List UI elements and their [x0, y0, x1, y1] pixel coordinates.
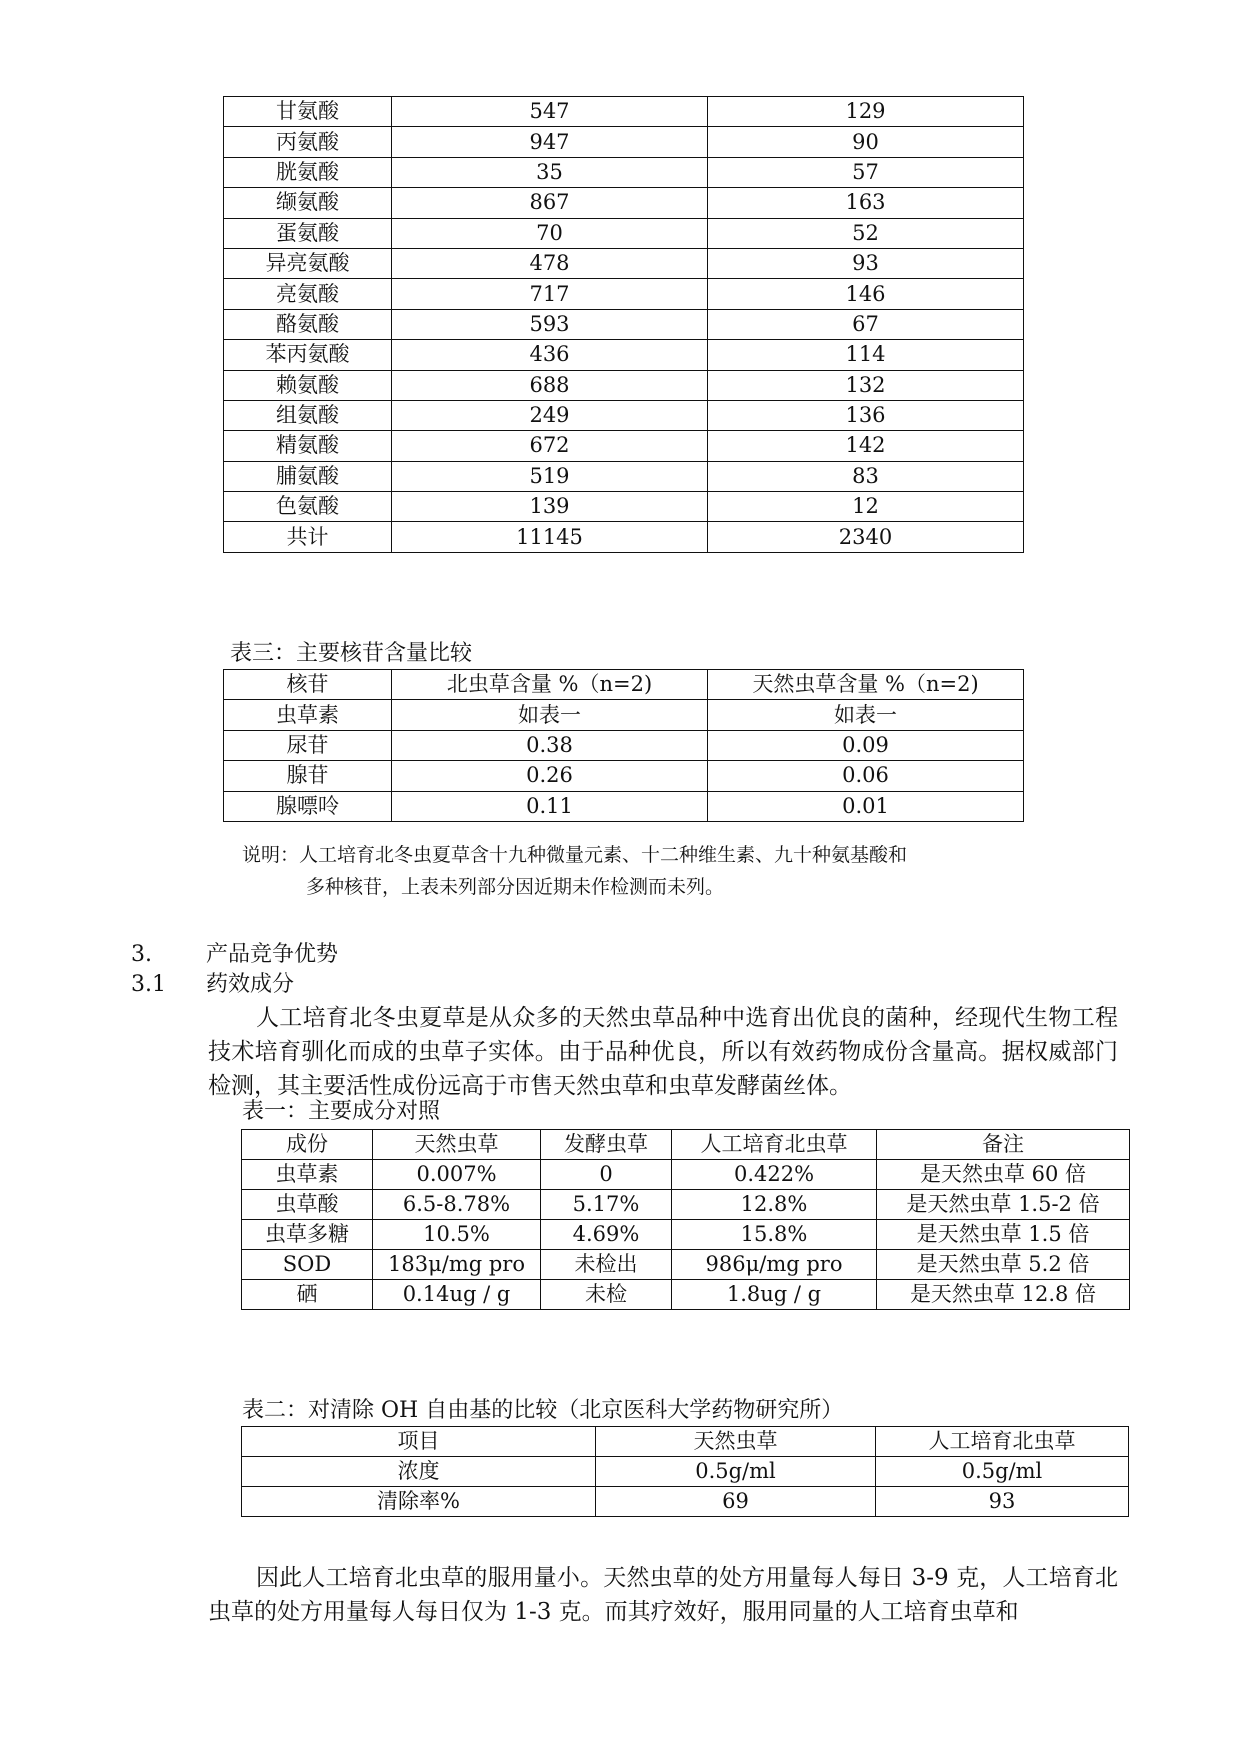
table-header-row — [242, 1427, 1129, 1457]
table-cell: 脯氨酸 — [224, 461, 392, 491]
table-row — [224, 492, 1024, 522]
table-cell: 腺苷 — [224, 761, 392, 791]
table-cell: 浓度 — [242, 1457, 596, 1487]
table-cell: 2340 — [708, 522, 1024, 552]
table-cell: 0.11 — [392, 791, 708, 821]
table-cell: 是天然虫草 1.5 倍 — [877, 1220, 1130, 1250]
nucleoside-table-caption: 表三：主要核苷含量比较 — [230, 641, 473, 666]
table-cell: 0.38 — [392, 730, 708, 760]
table-cell: 867 — [392, 188, 708, 218]
table-cell: 136 — [708, 400, 1024, 430]
table-cell: 是天然虫草 12.8 倍 — [877, 1280, 1130, 1310]
table-row — [224, 431, 1024, 461]
header-cell: 核苷 — [224, 670, 392, 700]
table-cell: 146 — [708, 279, 1024, 309]
table-cell: 精氨酸 — [224, 431, 392, 461]
table-cell: 142 — [708, 431, 1024, 461]
header-cell: 天然虫草 — [596, 1427, 876, 1457]
table-cell: 1.8ug / g — [672, 1280, 877, 1310]
table-cell: 6.5-8.78% — [373, 1190, 541, 1220]
table-cell: 0.09 — [708, 730, 1024, 760]
table-cell: 132 — [708, 370, 1024, 400]
table-cell: 是天然虫草 5.2 倍 — [877, 1250, 1130, 1280]
table-cell: 139 — [392, 492, 708, 522]
section-3-1-title: 药效成分 — [206, 972, 295, 997]
table-cell: 114 — [708, 340, 1024, 370]
table-cell: 虫草酸 — [242, 1190, 373, 1220]
section-3-number: 3. — [131, 942, 152, 967]
table-cell: 蛋氨酸 — [224, 218, 392, 248]
table-row — [224, 127, 1024, 157]
table-row — [224, 218, 1024, 248]
table-cell: 93 — [876, 1487, 1129, 1517]
table-cell: 0.5g/ml — [876, 1457, 1129, 1487]
table-row — [224, 340, 1024, 370]
header-cell: 成份 — [242, 1130, 373, 1160]
table-cell: 69 — [596, 1487, 876, 1517]
table-cell: 0.422% — [672, 1160, 877, 1190]
table-row — [224, 188, 1024, 218]
table-row — [242, 1280, 1130, 1310]
table-cell: 丙氨酸 — [224, 127, 392, 157]
header-cell: 人工培育北虫草 — [876, 1427, 1129, 1457]
table-cell: 436 — [392, 340, 708, 370]
nucleoside-note-line1: 说明：人工培育北冬虫夏草含十九种微量元素、十二种维生素、九十种氨基酸和 — [242, 844, 908, 866]
table-row — [224, 791, 1024, 821]
table-cell: 593 — [392, 309, 708, 339]
table-cell: 色氨酸 — [224, 492, 392, 522]
table-cell: 688 — [392, 370, 708, 400]
table-cell: 70 — [392, 218, 708, 248]
table-cell: 947 — [392, 127, 708, 157]
table-cell: 986μ/mg pro — [672, 1250, 877, 1280]
table-cell: 0.5g/ml — [596, 1457, 876, 1487]
header-cell: 人工培育北虫草 — [672, 1130, 877, 1160]
table-cell: 35 — [392, 157, 708, 187]
table-cell: 组氨酸 — [224, 400, 392, 430]
table-cell: 15.8% — [672, 1220, 877, 1250]
table-header-row — [224, 670, 1024, 700]
table-cell: 异亮氨酸 — [224, 248, 392, 278]
table-row — [224, 279, 1024, 309]
table-cell: 共计 — [224, 522, 392, 552]
table-cell: 0.007% — [373, 1160, 541, 1190]
table-cell: 清除率% — [242, 1487, 596, 1517]
table-cell: 52 — [708, 218, 1024, 248]
table-cell: 腺嘌呤 — [224, 791, 392, 821]
section-3-title: 产品竞争优势 — [206, 942, 339, 967]
table-cell: 129 — [708, 97, 1024, 127]
table-cell: 547 — [392, 97, 708, 127]
table-cell: 苯丙氨酸 — [224, 340, 392, 370]
table-cell: 90 — [708, 127, 1024, 157]
table-row — [242, 1487, 1129, 1517]
table-row — [224, 97, 1024, 127]
table-cell: 249 — [392, 400, 708, 430]
table-cell: 尿苷 — [224, 730, 392, 760]
nucleoside-table — [223, 669, 1024, 822]
table-cell: 如表一 — [708, 700, 1024, 730]
table-cell: 478 — [392, 248, 708, 278]
table-cell: 0.06 — [708, 761, 1024, 791]
table-cell: 虫草多糖 — [242, 1220, 373, 1250]
table-row — [224, 761, 1024, 791]
dosage-paragraph: 因此人工培育北虫草的服用量小。天然虫草的处方用量每人每日 3-9 克，人工培育北虫草的处方用量每人每日仅为 1-3 克。而其疗效好，服用同量的人工培育虫草和 — [208, 1565, 1118, 1625]
table-header-row — [242, 1130, 1130, 1160]
section-3-1-number: 3.1 — [131, 972, 166, 997]
table-cell: 0.01 — [708, 791, 1024, 821]
table-row — [224, 370, 1024, 400]
table-cell: 缬氨酸 — [224, 188, 392, 218]
table-cell: 胱氨酸 — [224, 157, 392, 187]
table-cell: 赖氨酸 — [224, 370, 392, 400]
table-cell: 未检 — [541, 1280, 672, 1310]
table-cell: 0 — [541, 1160, 672, 1190]
table-row — [224, 700, 1024, 730]
header-cell: 项目 — [242, 1427, 596, 1457]
table-cell: 67 — [708, 309, 1024, 339]
component-table — [241, 1129, 1130, 1310]
table-cell: 717 — [392, 279, 708, 309]
table-row — [242, 1220, 1130, 1250]
table-cell: 672 — [392, 431, 708, 461]
table-cell: 亮氨酸 — [224, 279, 392, 309]
table-cell: 10.5% — [373, 1220, 541, 1250]
table-cell: 183μ/mg pro — [373, 1250, 541, 1280]
table-row — [224, 461, 1024, 491]
table-cell: 是天然虫草 60 倍 — [877, 1160, 1130, 1190]
table-row — [242, 1160, 1130, 1190]
oh-radical-table — [241, 1426, 1129, 1517]
table-cell: 57 — [708, 157, 1024, 187]
table-row — [224, 248, 1024, 278]
table-cell: 83 — [708, 461, 1024, 491]
table-cell: SOD — [242, 1250, 373, 1280]
header-cell: 天然虫草 — [373, 1130, 541, 1160]
header-cell: 发酵虫草 — [541, 1130, 672, 1160]
table-row — [224, 522, 1024, 552]
table-row — [224, 730, 1024, 760]
header-cell: 天然虫草含量 %（n=2) — [708, 670, 1024, 700]
table-cell: 5.17% — [541, 1190, 672, 1220]
table-cell: 是天然虫草 1.5-2 倍 — [877, 1190, 1130, 1220]
table-cell: 虫草素 — [224, 700, 392, 730]
table-cell: 163 — [708, 188, 1024, 218]
table-cell: 如表一 — [392, 700, 708, 730]
table-cell: 酪氨酸 — [224, 309, 392, 339]
oh-table-caption: 表二：对清除 OH 自由基的比较（北京医科大学药物研究所） — [242, 1398, 844, 1423]
table-cell: 4.69% — [541, 1220, 672, 1250]
table-row — [224, 400, 1024, 430]
efficacy-paragraph: 人工培育北冬虫夏草是从众多的天然虫草品种中选育出优良的菌种，经现代生物工程技术培育驯化而成的虫草子实体。由于品种优良，所以有效药物成份含量高。据权威部门检测，其主要活性成份远高于市售天然虫草和虫草发酵菌丝体。 — [208, 1005, 1118, 1099]
header-cell: 北虫草含量 %（n=2) — [392, 670, 708, 700]
table-row — [242, 1250, 1130, 1280]
table-cell: 12.8% — [672, 1190, 877, 1220]
table-cell: 0.14ug / g — [373, 1280, 541, 1310]
table-cell: 甘氨酸 — [224, 97, 392, 127]
nucleoside-note-line2: 多种核苷，上表未列部分因近期未作检测而未列。 — [306, 876, 725, 898]
table-row — [242, 1190, 1130, 1220]
component-table-caption: 表一：主要成分对照 — [242, 1099, 441, 1124]
amino-acid-table — [223, 96, 1024, 553]
table-cell: 12 — [708, 492, 1024, 522]
table-row — [224, 309, 1024, 339]
table-cell: 93 — [708, 248, 1024, 278]
table-cell: 硒 — [242, 1280, 373, 1310]
table-cell: 11145 — [392, 522, 708, 552]
table-cell: 519 — [392, 461, 708, 491]
header-cell: 备注 — [877, 1130, 1130, 1160]
table-row — [224, 157, 1024, 187]
table-row — [242, 1457, 1129, 1487]
table-cell: 虫草素 — [242, 1160, 373, 1190]
table-cell: 0.26 — [392, 761, 708, 791]
table-cell: 未检出 — [541, 1250, 672, 1280]
